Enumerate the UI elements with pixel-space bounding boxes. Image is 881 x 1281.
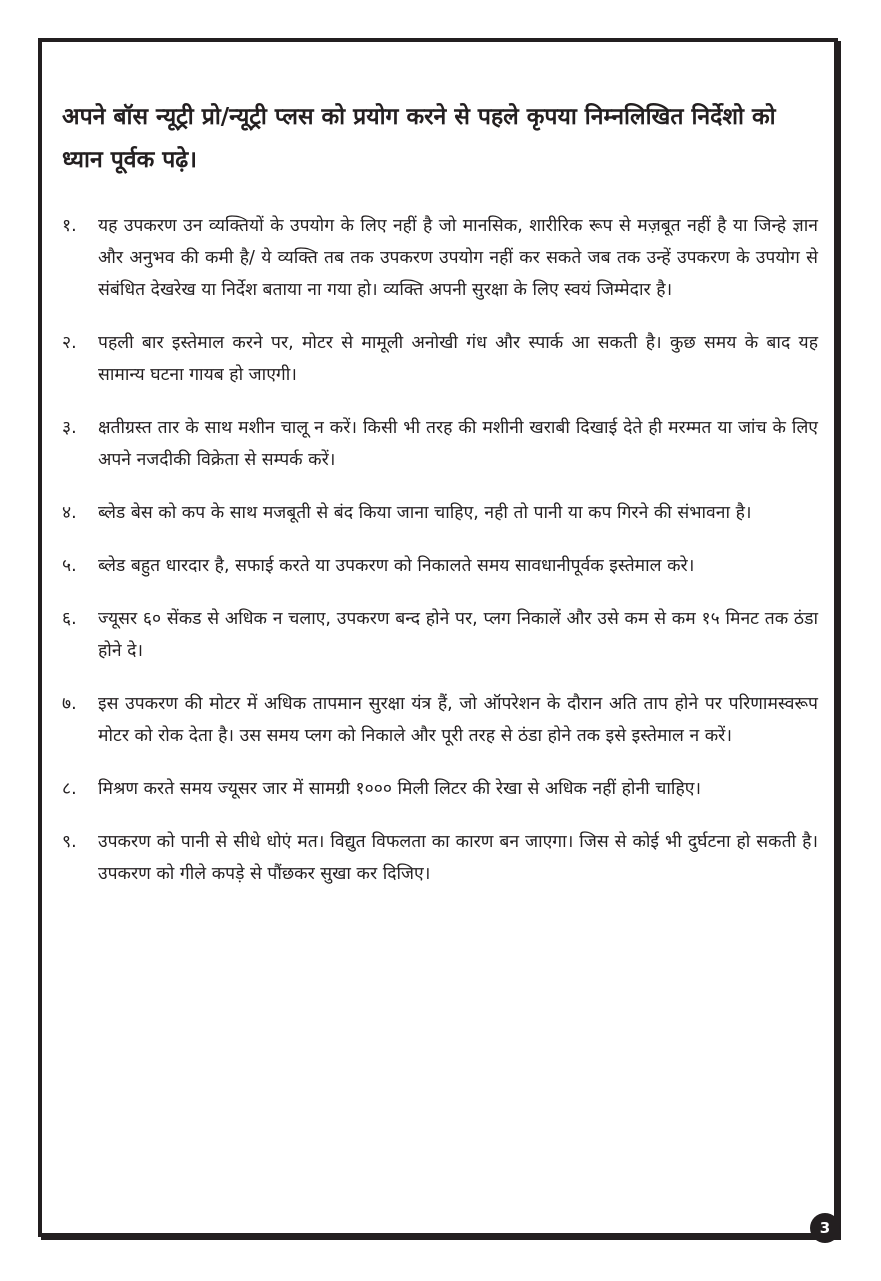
instruction-text: ज्यूसर ६० सेंकड से अधिक न चलाए, उपकरण बन्द होने पर, प्लग निकालें और उसे कम से कम १५ मिनट तक ठंडा होने दे। [98, 609, 818, 661]
instruction-number: १. [62, 216, 77, 236]
instruction-item [62, 550, 818, 582]
instruction-number: ७. [62, 694, 77, 714]
instruction-number: २. [62, 333, 77, 353]
instruction-number: ४. [62, 503, 77, 523]
instruction-number: ८. [62, 779, 77, 799]
page-title: अपने बॉस न्यूट्री प्रो/न्यूट्री प्लस को प्रयोग करने से पहले कृपया निम्नलिखित निर्देशो को ध्यान पूर्वक पढ़े। [62, 104, 776, 173]
instruction-number: ३. [62, 418, 77, 438]
instruction-text: पहली बार इस्तेमाल करने पर, मोटर से मामूली अनोखी गंध और स्पार्क आ सकती है। कुछ समय के बाद यह सामान्य घटना गायब हो जाएगी। [98, 333, 818, 385]
instruction-item [62, 210, 818, 306]
instruction-item [62, 688, 818, 752]
instruction-item [62, 603, 818, 667]
page-number-badge: 3 [810, 1213, 840, 1243]
instruction-number: ६. [62, 609, 77, 629]
instruction-text: इस उपकरण की मोटर में अधिक तापमान सुरक्षा यंत्र हैं, जो ऑपरेशन के दौरान अति ताप होने पर परिणामस्वरूप मोटर को रोक देता है। उस समय प्लग को निकाले और पूरी तरह से ठंडा होने तक इसे इस्तेमाल न करें। [98, 694, 818, 746]
instruction-text: ब्लेड बेस को कप के साथ मजबूती से बंद किया जाना चाहिए, नही तो पानी या कप गिरने की संभावना है। [98, 503, 752, 523]
instruction-text: ब्लेड बहुत धारदार है, सफाई करते या उपकरण को निकालते समय सावधानीपूर्वक इस्तेमाल करे। [98, 556, 695, 576]
instruction-item [62, 773, 818, 805]
instruction-item [62, 412, 818, 476]
instruction-number: ९. [62, 832, 77, 852]
instruction-text: यह उपकरण उन व्यक्तियों के उपयोग के लिए नहीं है जो मानसिक, शारीरिक रूप से मज़बूत नहीं है या जिन्हे ज्ञान और अनुभव की कमी है/ ये व्यक्ति तब तक उपकरण उपयोग नहीं कर सकते जब तक उन्हें उपकरण के उपयोग से संबंधित देखरेख या निर्देश बताया ना गया हो। व्यक्ति अपनी सुरक्षा के लिए स्वयं जिम्मेदार है। [98, 216, 818, 300]
instruction-item [62, 497, 818, 529]
instruction-text: उपकरण को पानी से सीधे धोएं मत। विद्युत विफलता का कारण बन जाएगा। जिस से कोई भी दुर्घटना हो सकती है। उपकरण को गीले कपड़े से पौंछकर सुखा कर दिजिए। [98, 832, 818, 884]
instruction-item [62, 826, 818, 890]
instruction-text: मिश्रण करते समय ज्यूसर जार में सामग्री १००० मिली लिटर की रेखा से अधिक नहीं होनी चाहिए। [98, 779, 702, 799]
instruction-item [62, 327, 818, 391]
instruction-text: क्षतीग्रस्त तार के साथ मशीन चालू न करें। किसी भी तरह की मशीनी खराबी दिखाई देते ही मरम्मत या जांच के लिए अपने नजदीकी विक्रेता से सम्पर्क करें। [98, 418, 818, 470]
instructions-content [62, 96, 818, 911]
instruction-number: ५. [62, 556, 77, 576]
